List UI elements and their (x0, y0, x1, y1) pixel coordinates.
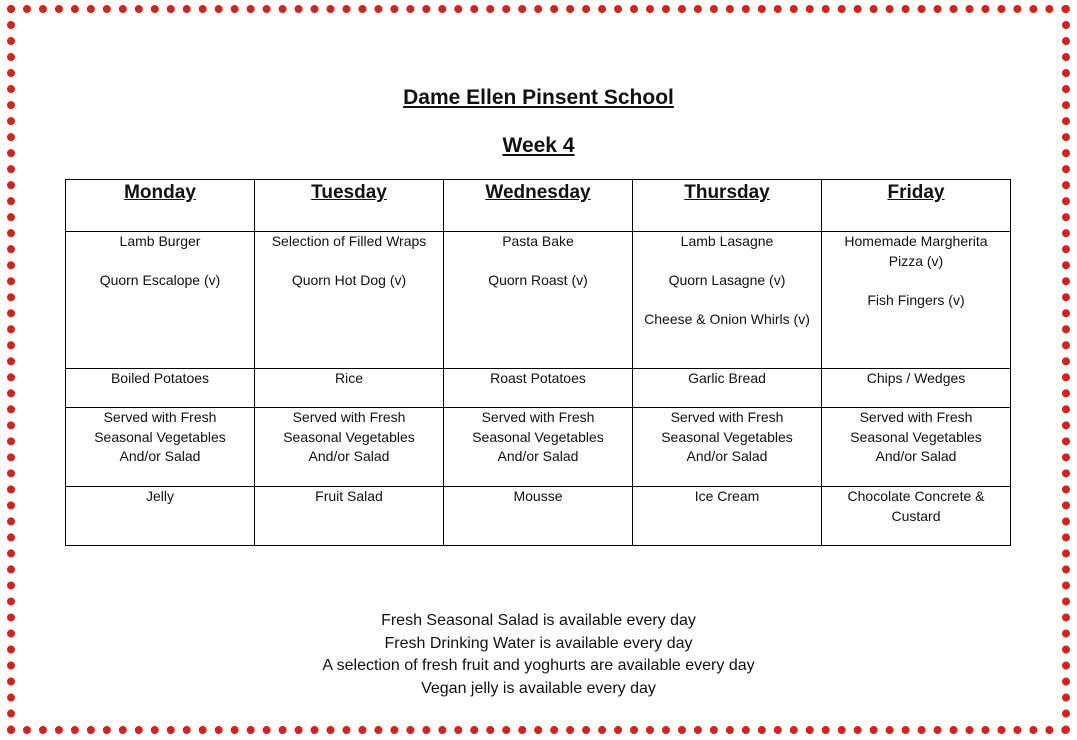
spacer (633, 291, 821, 311)
side-cell-tuesday: Rice (255, 369, 444, 408)
menu-item: Homemade Margherita (844, 233, 988, 249)
veg-line: Served with Fresh (481, 409, 595, 425)
veg-cell-thursday (633, 408, 822, 487)
mains-cell-monday (66, 232, 255, 369)
note-line: Vegan jelly is available every day (421, 679, 656, 697)
veg-cell-friday (822, 408, 1011, 487)
note-line: Fresh Seasonal Salad is available every day (381, 612, 696, 629)
menu-item: Pizza (v) (888, 252, 944, 269)
spacer (255, 252, 443, 272)
veg-line: Seasonal Vegetables (661, 428, 793, 445)
spacer (444, 252, 632, 272)
day-header-friday: Friday (822, 180, 1011, 232)
veg-line: Served with Fresh (670, 409, 784, 425)
side-cell-wednesday: Roast Potatoes (444, 369, 633, 408)
menu-item: Lamb Burger (119, 233, 201, 249)
week-title: Week 4 (502, 134, 575, 157)
note-line: A selection of fresh fruit and yoghurts are available every day (322, 657, 755, 675)
dessert-item: Jelly (145, 488, 174, 504)
veg-cell-tuesday (255, 408, 444, 487)
veg-line: And/or Salad (497, 448, 579, 464)
spacer (822, 271, 1010, 291)
dessert-item: Custard (891, 507, 941, 524)
menu-item: Quorn Escalope (v) (99, 272, 221, 288)
sides-row (66, 369, 1011, 408)
dessert-cell-friday (822, 487, 1011, 546)
day-header-wednesday: Wednesday (444, 180, 633, 232)
note-line: Fresh Drinking Water is available every day (384, 634, 693, 652)
veg-line: Seasonal Vegetables (850, 428, 982, 445)
weekly-menu-table (65, 179, 1011, 546)
daily-availability-notes (0, 610, 1077, 700)
day-header-row (66, 180, 1011, 232)
veg-line: Served with Fresh (103, 409, 217, 425)
menu-item: Selection of Filled Wraps (271, 233, 427, 249)
dessert-item: Ice Cream (694, 488, 760, 504)
dessert-row (66, 487, 1011, 546)
day-header-monday: Monday (66, 180, 255, 232)
menu-item: Quorn Roast (v) (488, 272, 588, 288)
vegetables-row (66, 408, 1011, 487)
day-header-thursday: Thursday (633, 180, 822, 232)
dessert-item: Mousse (513, 488, 563, 504)
side-cell-monday: Boiled Potatoes (66, 369, 255, 408)
side-cell-thursday: Garlic Bread (633, 369, 822, 408)
veg-cell-wednesday (444, 408, 633, 487)
mains-cell-wednesday (444, 232, 633, 369)
menu-item: Lamb Lasagne (680, 233, 774, 249)
dessert-item: Fruit Salad (315, 488, 383, 504)
veg-line: And/or Salad (119, 448, 201, 464)
mains-cell-tuesday (255, 232, 444, 369)
spacer (66, 252, 254, 272)
mains-row (66, 232, 1011, 369)
dessert-cell-tuesday (255, 487, 444, 546)
side-cell-friday: Chips / Wedges (822, 369, 1011, 408)
menu-item: Pasta Bake (502, 233, 574, 249)
menu-item: Cheese & Onion Whirls (v) (644, 311, 810, 327)
veg-line: Served with Fresh (292, 409, 406, 425)
dessert-cell-monday (66, 487, 255, 546)
veg-line: And/or Salad (308, 448, 390, 464)
spacer (633, 252, 821, 272)
mains-cell-friday (822, 232, 1011, 369)
veg-line: Served with Fresh (859, 409, 973, 425)
mains-cell-thursday (633, 232, 822, 369)
menu-item: Fish Fingers (v) (867, 291, 965, 308)
school-title: Dame Ellen Pinsent School (403, 86, 674, 109)
menu-item: Quorn Hot Dog (v) (291, 272, 407, 288)
veg-line: Seasonal Vegetables (283, 428, 415, 445)
veg-line: Seasonal Vegetables (94, 428, 226, 445)
day-header-tuesday: Tuesday (255, 180, 444, 232)
dessert-cell-wednesday (444, 487, 633, 546)
menu-item: Quorn Lasagne (v) (668, 272, 786, 288)
veg-line: And/or Salad (875, 448, 957, 464)
veg-line: And/or Salad (686, 448, 768, 464)
veg-cell-monday (66, 408, 255, 487)
veg-line: Seasonal Vegetables (472, 428, 604, 445)
dessert-cell-thursday (633, 487, 822, 546)
dessert-item: Chocolate Concrete & (847, 488, 985, 504)
